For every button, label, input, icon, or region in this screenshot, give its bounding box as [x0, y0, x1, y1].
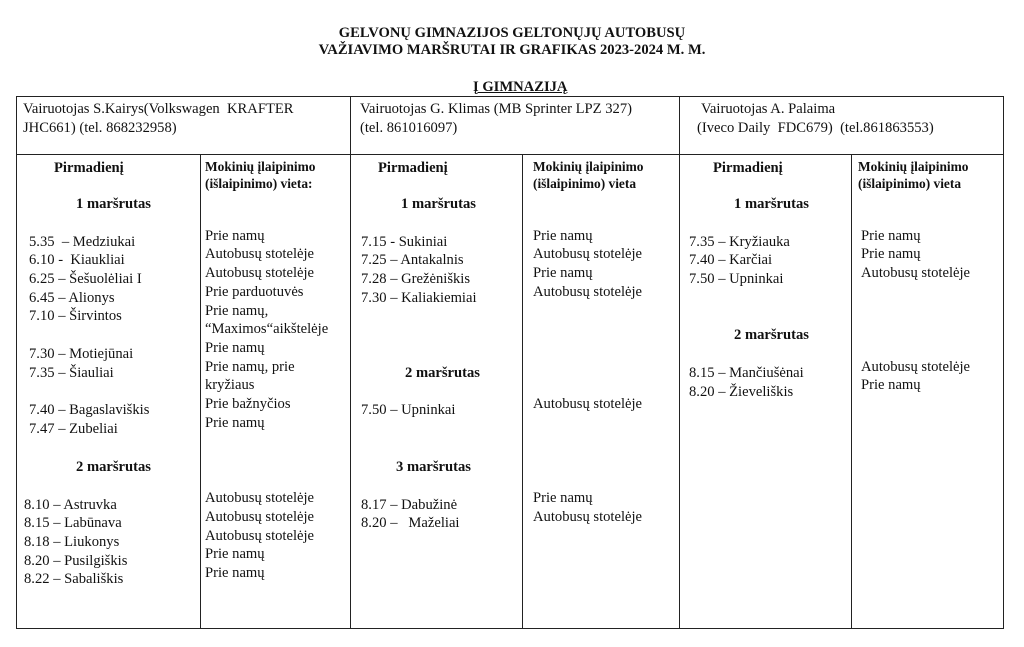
boarding-place: Prie namų	[205, 565, 265, 581]
route-stop: 6.25 – Šešuolėliai I	[29, 271, 142, 287]
driver-1-place-header-line1: Mokinių įlaipinimo	[205, 159, 316, 174]
route-stop: 7.10 – Širvintos	[29, 308, 122, 324]
boarding-place: Autobusų stotelėje	[205, 528, 315, 544]
route-stop: 7.30 – Kaliakiemiai	[361, 290, 477, 306]
driver-2-day: Pirmadienį	[378, 160, 448, 176]
route-stop: 5.35 – Medziukai	[29, 234, 136, 250]
driver-1-info-line2: JHC661) (tel. 868232958)	[23, 120, 177, 136]
boarding-place: Prie namų	[861, 228, 921, 244]
boarding-place: Autobusų stotelėje	[205, 265, 315, 281]
driver-column-divider-2	[679, 96, 680, 629]
boarding-place: Autobusų stotelėje	[861, 359, 971, 375]
route-stop: 7.40 – Bagaslaviškis	[29, 402, 150, 418]
schedule-table	[16, 96, 1004, 629]
driver-3-day: Pirmadienį	[713, 160, 783, 176]
route-label: 1 maršrutas	[734, 196, 809, 212]
driver-2-place-header-line1: Mokinių įlaipinimo	[533, 159, 644, 174]
route-stop: 7.50 – Upninkai	[689, 271, 784, 287]
route-stop: 8.22 – Sabališkis	[24, 571, 124, 587]
driver-3-place-header-line2: (išlaipinimo) vieta	[858, 176, 962, 191]
route-label: 2 maršrutas	[405, 365, 480, 381]
boarding-place: Autobusų stotelėje	[533, 284, 643, 300]
boarding-place: Autobusų stotelėje	[861, 265, 971, 281]
boarding-place: Prie namų	[533, 490, 593, 506]
driver-3-info-line1: Vairuotojas A. Palaima	[701, 101, 836, 117]
driver-2-info-line1: Vairuotojas G. Klimas (MB Sprinter LPZ 327)	[360, 101, 632, 117]
driver-1-place-header-line2: (išlaipinimo) vieta:	[205, 176, 313, 191]
direction-heading: Į GIMNAZIJĄ	[473, 79, 568, 95]
boarding-place: Prie namų	[861, 377, 921, 393]
route-stop: 7.50 – Upninkai	[361, 402, 456, 418]
boarding-place: Prie namų	[205, 546, 265, 562]
route-stop: 7.35 – Šiauliai	[29, 365, 114, 381]
boarding-place: Autobusų stotelėje	[205, 490, 315, 506]
boarding-place: “Maximos“aikštelėje	[205, 321, 329, 337]
boarding-place: Prie namų	[533, 228, 593, 244]
boarding-place: Prie parduotuvės	[205, 284, 304, 300]
route-label: 3 maršrutas	[396, 459, 471, 475]
route-stop: 7.15 - Sukiniai	[361, 234, 448, 250]
boarding-place: Prie namų	[205, 228, 265, 244]
place-column-divider-3	[851, 154, 852, 629]
boarding-place: Prie namų	[533, 265, 593, 281]
route-stop: 8.15 – Mančiušėnai	[689, 365, 804, 381]
route-stop: 7.30 – Motiejūnai	[29, 346, 134, 362]
driver-3-info-line2: (Iveco Daily FDC679) (tel.861863553)	[697, 120, 934, 136]
place-column-divider-2	[522, 154, 523, 629]
header-row-divider	[16, 154, 1004, 155]
boarding-place: kryžiaus	[205, 377, 255, 393]
route-stop: 6.10 - Kiaukliai	[29, 252, 125, 268]
driver-column-divider-1	[350, 96, 351, 629]
boarding-place: Prie namų	[205, 415, 265, 431]
route-stop: 8.20 – Žieveliškis	[689, 384, 794, 400]
route-label: 1 maršrutas	[401, 196, 476, 212]
route-stop: 7.35 – Kryžiauka	[689, 234, 790, 250]
document-title-line2: VAŽIAVIMO MARŠRUTAI IR GRAFIKAS 2023-2024 M. M.	[318, 42, 706, 58]
driver-1-day: Pirmadienį	[54, 160, 124, 176]
boarding-place: Autobusų stotelėje	[533, 396, 643, 412]
boarding-place: Prie namų,	[205, 303, 269, 319]
driver-2-info-line2: (tel. 861016097)	[360, 120, 458, 136]
boarding-place: Autobusų stotelėje	[205, 246, 315, 262]
route-stop: 8.20 – Maželiai	[361, 515, 460, 531]
driver-3-place-header-line1: Mokinių įlaipinimo	[858, 159, 969, 174]
document-title-line1: GELVONŲ GIMNAZIJOS GELTONŲJŲ AUTOBUSŲ	[338, 25, 686, 41]
route-stop: 8.15 – Labūnava	[24, 515, 122, 531]
boarding-place: Prie namų	[205, 340, 265, 356]
route-stop: 8.20 – Pusilgiškis	[24, 553, 128, 569]
boarding-place: Autobusų stotelėje	[533, 246, 643, 262]
route-stop: 6.45 – Alionys	[29, 290, 115, 306]
place-column-divider-1	[200, 154, 201, 629]
route-stop: 8.18 – Liukonys	[24, 534, 120, 550]
driver-1-info-line1: Vairuotojas S.Kairys(Volkswagen KRAFTER	[23, 101, 294, 117]
driver-2-place-header-line2: (išlaipinimo) vieta	[533, 176, 637, 191]
route-label: 2 maršrutas	[76, 459, 151, 475]
boarding-place: Prie namų	[861, 246, 921, 262]
route-stop: 8.10 – Astruvka	[24, 497, 117, 513]
boarding-place: Prie namų, prie	[205, 359, 295, 375]
boarding-place: Autobusų stotelėje	[205, 509, 315, 525]
boarding-place: Autobusų stotelėje	[533, 509, 643, 525]
route-label: 1 maršrutas	[76, 196, 151, 212]
route-stop: 8.17 – Dabužinė	[361, 497, 458, 513]
route-stop: 7.47 – Zubeliai	[29, 421, 118, 437]
route-stop: 7.40 – Karčiai	[689, 252, 773, 268]
route-stop: 7.28 – Grežėniškis	[361, 271, 471, 287]
route-label: 2 maršrutas	[734, 327, 809, 343]
route-stop: 7.25 – Antakalnis	[361, 252, 464, 268]
boarding-place: Prie bažnyčios	[205, 396, 291, 412]
